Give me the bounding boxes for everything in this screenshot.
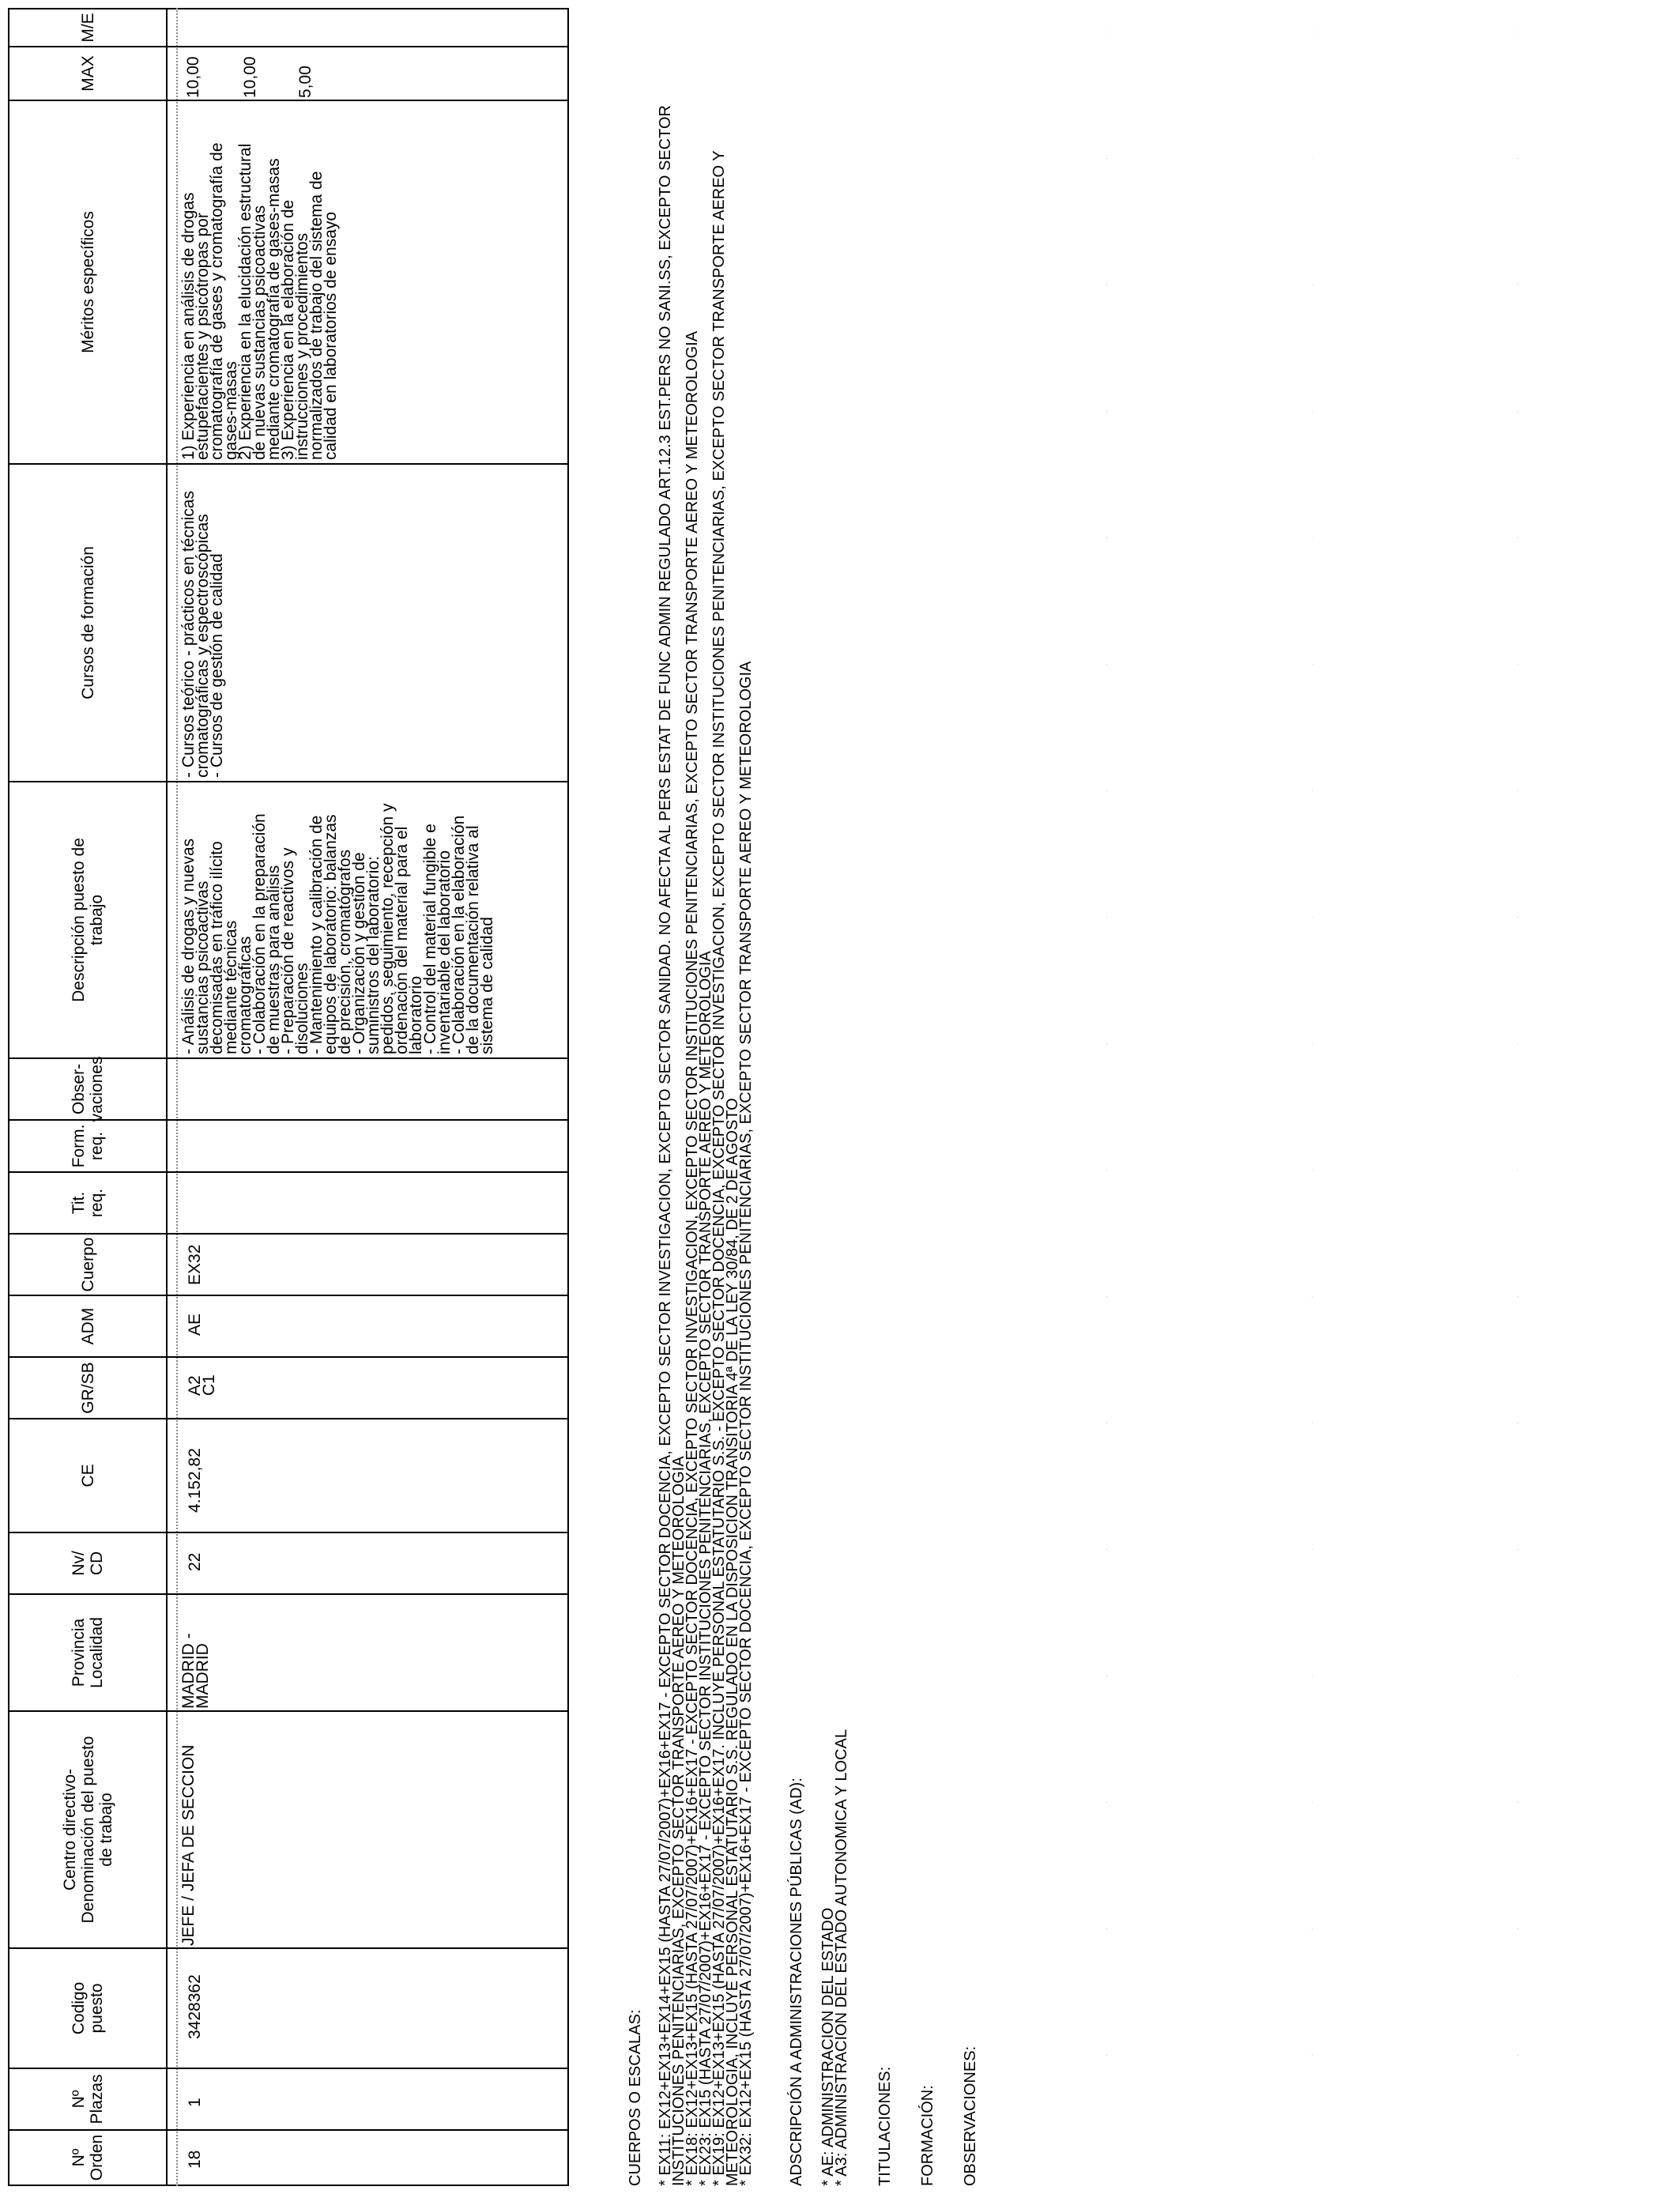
descripcion-line: de precisión, cromatógrafos: [336, 849, 354, 1054]
meritos-line: 3) Experiencia en la elaboración de: [279, 199, 297, 460]
meritos-line: estupefacientes y psicótropas por: [194, 213, 212, 460]
header-nivel: Nv/ CD: [70, 1551, 106, 1576]
descripcion-line: - Mantenimiento y calibración de: [307, 815, 326, 1054]
descripcion-line: decomisadas en tráfico ilícito: [208, 841, 226, 1054]
guide-dot: [1106, 664, 1107, 665]
header-ce: CE: [78, 1464, 97, 1487]
guide-dot: [1312, 664, 1313, 665]
cuerpos-line: INSTITUCIONES PENITENCIARIAS, EXCEPTO SECTOR TRANSPORTE AEREO Y METEOROLOGIA: [670, 1456, 687, 2186]
cell-meritos: [179, 101, 340, 460]
guide-dot: [1312, 1549, 1313, 1550]
guide-dot: [1517, 1170, 1518, 1171]
guide-dot: [1517, 1296, 1518, 1297]
cell-nivel: 22: [186, 1552, 204, 1571]
guide-dot: [1517, 1802, 1518, 1803]
descripcion-line: - Control del material fungible e: [421, 824, 439, 1054]
descripcion-line: disoluciones: [293, 963, 311, 1054]
meritos-line: gases-masas: [222, 361, 240, 460]
header-plazas: Nº Plazas: [70, 2074, 106, 2124]
descripcion-line: - Organización y gestión de: [350, 852, 368, 1054]
meritos-line: calidad en laboratorios de ensayo: [322, 211, 340, 460]
guide-dot: [1312, 1928, 1313, 1929]
guide-dot: [1106, 2055, 1107, 2056]
cell-descripcion: [179, 782, 496, 1054]
cursos-line: - Cursos teórico - prácticos en técnicas: [179, 491, 198, 778]
cell-adm: AE: [186, 1313, 204, 1336]
descripcion-line: suministros del laboratorio:: [364, 856, 382, 1054]
guide-dot: [1106, 1170, 1107, 1171]
descripcion-line: - Colaboración en la preparación: [250, 813, 269, 1054]
formacion-label: FORMACIÓN:: [919, 2085, 936, 2186]
header-cursos: Cursos de formación: [78, 546, 97, 699]
adscripcion-line: * AE: ADMINISTRACION DEL ESTADO: [819, 1907, 837, 2186]
descripcion-line: mediante técnicas: [222, 920, 240, 1054]
cuerpos-line: * EX11: EX12+EX13+EX14+EX15 (HASTA 27/07/2007)+EX16+EX17 - EXCEPTO SECTOR DOCENCIA, EXCEPTO SECTOR INVESTIGACION, EXCEPTO SECTOR SANIDAD. NO AFECTA AL PERS ESTAT DE FUNC ADMIN REGULADO ART.12.3 EST.PERS NO SANI.SS, EXCEPTO SECTOR: [657, 105, 674, 2186]
descripcion-line: cromatográficas: [236, 936, 254, 1054]
cuerpos-line: * EX18: EX12+EX13+EX15 (HASTA 27/07/2007)+EX16+EX17 - EXCEPTO SECTOR DOCENCIA, EXCEPTO SECTOR INVESTIGACION, EXCEPTO SECTOR INSTITUCIONES PENITENCIARIAS, EXCEPTO SECTOR TRANSPORTE AEREO Y METEOROLOGIA: [684, 330, 701, 2186]
cell-grsb: A2 C1: [186, 1374, 218, 1396]
cell-localidad: MADRID - MADRID: [179, 1633, 212, 1709]
header-observaciones: Obser- vaciones: [70, 1056, 106, 1122]
header-max: MAX: [78, 55, 97, 92]
descripcion-line: equipos de laboratorio: balanzas: [322, 814, 340, 1054]
header-me: M/E: [78, 13, 97, 43]
header-adm: ADM: [78, 1307, 97, 1345]
cell-orden: 18: [186, 2150, 204, 2169]
cell-codigo: 3428362: [186, 1974, 204, 2039]
guide-dot: [1312, 1170, 1313, 1171]
descripcion-line: sustancias psicoactivas: [194, 880, 212, 1054]
cuerpos-title: CUERPOS O ESCALAS:: [627, 2009, 644, 2186]
guide-dot: [1106, 411, 1107, 412]
cell-cuerpo: EX32: [186, 1244, 204, 1285]
descripcion-line: - Análisis de drogas y nuevas: [179, 838, 198, 1054]
cell-plazas: 1: [186, 2098, 204, 2107]
descripcion-line: inventariable del laboratorio: [435, 850, 454, 1054]
guide-dot: [1106, 1043, 1107, 1044]
adscripcion-line: * A3: ADMINISTRACION DEL ESTADO AUTONOMICA Y LOCAL: [833, 1729, 850, 2186]
cell-denominacion: JEFE / JEFA DE SECCION: [179, 1744, 198, 1946]
descripcion-line: laboratorio: [407, 975, 425, 1054]
guide-dot: [1517, 1043, 1518, 1044]
guide-dot: [1312, 917, 1313, 918]
guide-dot: [1517, 2055, 1518, 2056]
guide-dot: [1106, 158, 1107, 159]
meritos-line: normalizados de trabajo del sistema de: [307, 171, 326, 460]
guide-dot: [1517, 158, 1518, 159]
guide-dot: [1106, 1549, 1107, 1550]
guide-dot: [1312, 2055, 1313, 2056]
header-provincia: Provincia Localidad: [70, 1617, 106, 1688]
titulaciones-label: TITULACIONES:: [876, 2066, 894, 2186]
job-positions-table: [8, 8, 569, 2186]
cuerpos-line: * EX23: EX15 (HASTA 27/07/2007)+EX16+EX17 - EXCEPTO SECTOR INSTITUCIONES PENITENCIARIAS, EXCEPTO SECTOR TRANSPORTE AEREO Y METEOROLOGIA: [697, 951, 714, 2186]
cuerpos-line: * EX32: EX12+EX15 (HASTA 27/07/2007)+EX16+EX17 - EXCEPTO SECTOR DOCENCIA, EXCEPTO SECTOR INSTITUCIONES PENITENCIARIAS, EXCEPTO SECTOR TRANSPORTE AEREO Y METEOROLOGIA: [737, 661, 755, 2186]
header-tit: Tit. req.: [70, 1188, 106, 1218]
guide-dot: [1312, 158, 1313, 159]
cuerpos-line: * EX19: EX12+EX13+EX15 (HASTA 27/07/2007)+EX16+EX17. INCLUYE PERSONAL ESTATUTARIO S.S. - EXCEPTO SECTOR DOCENCIA, EXCEPTO SECTOR INVESTIGACION, EXCEPTO SECTOR INSTITUCIONES PENITENCIARIAS, EXCEPTO SECTOR TRANSPORTE AEREO Y: [710, 150, 728, 2186]
cell-max-1: 10,00: [184, 56, 202, 98]
cuerpos-line: METEOROLOGIA, INCLUYE PERSONAL ESTATUTARIO S.S. REGULADO EN LA DISPOSICION TRANSITORIA 4ª DE LA LEY 30/84, DE 2 DE AGOSTO: [724, 1098, 741, 2186]
descripcion-line: pedidos, seguimiento, recepción y: [379, 803, 397, 1054]
cursos-line: cromatográficas y espectroscópicas: [194, 514, 212, 778]
cell-max-3: 5,00: [296, 66, 315, 98]
header-centro: Centro directivo- Denominación del puesto de trabajo: [60, 1736, 115, 1924]
meritos-line: instrucciones y procedimientos: [293, 232, 311, 460]
guide-dot: [1517, 790, 1518, 791]
adscripcion-title: ADSCRIPCIÓN A ADMINISTRACIONES PÚBLICAS (AD):: [788, 1777, 805, 2186]
header-cuerpo: Cuerpo: [78, 1237, 97, 1292]
guide-dot: [1517, 917, 1518, 918]
guide-dot: [1517, 1549, 1518, 1550]
guide-dot: [1312, 411, 1313, 412]
guide-dot: [1517, 411, 1518, 412]
header-meritos: Méritos específicos: [78, 211, 97, 353]
cursos-line: - Cursos de gestión de calidad: [208, 553, 226, 778]
cell-cursos: [179, 465, 226, 778]
descripcion-line: - Colaboración en la elaboración: [450, 815, 468, 1054]
guide-dot: [1312, 1296, 1313, 1297]
header-codigo: Codigo puesto: [70, 1981, 106, 2035]
observaciones-label: OBSERVACIONES:: [962, 2045, 979, 2186]
header-grsb: GR/SB: [78, 1362, 97, 1414]
descripcion-line: de muestras para análisis: [265, 865, 283, 1054]
meritos-line: de nuevas sustancias psicoactivas: [250, 205, 269, 460]
guide-dot: [1312, 1043, 1313, 1044]
meritos-line: 2) Experiencia en la elucidación estructural: [236, 143, 254, 460]
guide-dot: [1312, 790, 1313, 791]
meritos-line: mediante cromatografía de gases-masas: [265, 158, 283, 460]
adscripcion-list: [819, 1729, 850, 2186]
guide-dot: [1517, 1928, 1518, 1929]
cell-max-2: 10,00: [241, 56, 259, 98]
meritos-line: 1) Experiencia en análisis de drogas: [179, 192, 198, 460]
guide-dot: [1106, 1296, 1107, 1297]
guide-dot: [1106, 790, 1107, 791]
guide-dot: [1106, 1928, 1107, 1929]
descripcion-line: sistema de calidad: [478, 917, 496, 1054]
guide-dot: [1106, 1802, 1107, 1803]
cell-ce: 4.152,82: [186, 1448, 204, 1513]
cuerpos-list: [659, 105, 753, 2186]
header-descripcion: Descripción puesto de trabajo: [70, 838, 106, 1002]
guide-dot: [1517, 664, 1518, 665]
header-orden: Nº Orden: [70, 2134, 106, 2181]
header-form: Form. req.: [70, 1124, 106, 1168]
guide-dot: [1312, 1802, 1313, 1803]
meritos-line: cromatografía de gases y cromatografía de: [208, 142, 226, 460]
guide-dot: [1106, 537, 1107, 538]
descripcion-line: ordenación del material para el: [393, 826, 411, 1054]
guide-dot: [1106, 917, 1107, 918]
guide-dot: [1517, 537, 1518, 538]
descripcion-line: - Preparación de reactivos y: [279, 847, 297, 1054]
guide-dot: [1312, 537, 1313, 538]
descripcion-line: de la documentación relativa al: [464, 825, 482, 1054]
